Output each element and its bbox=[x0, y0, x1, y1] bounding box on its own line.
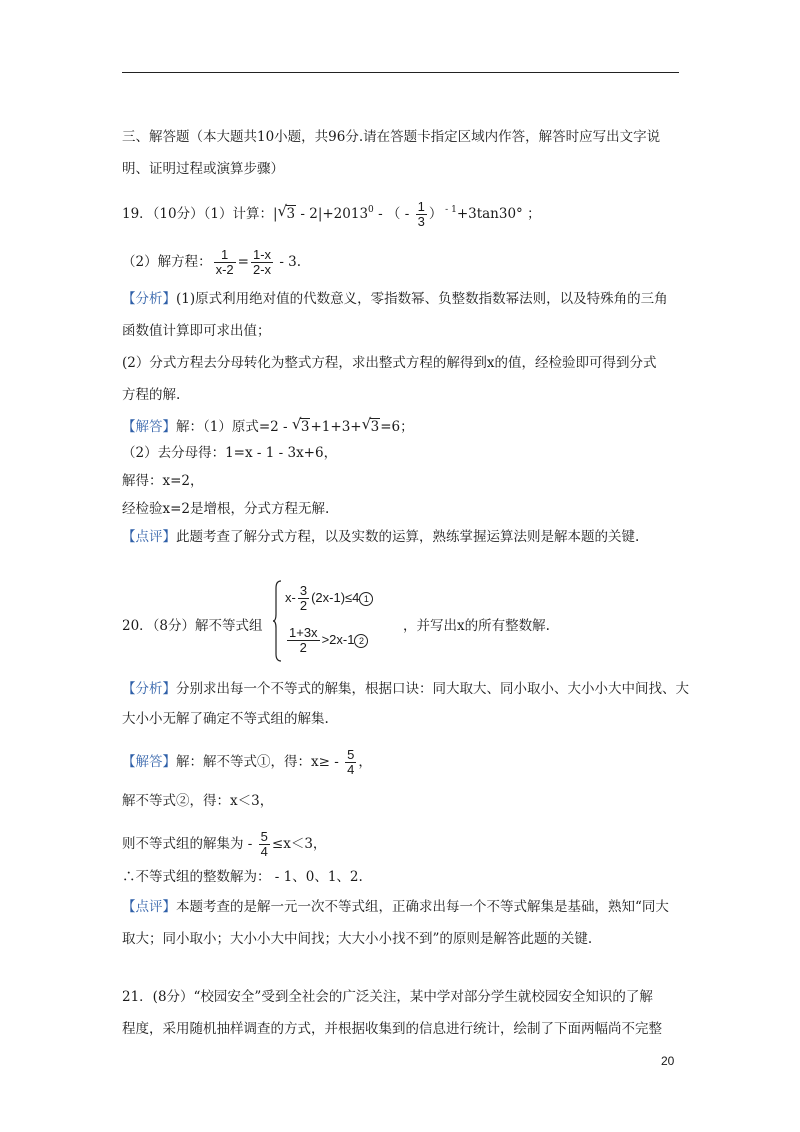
sqrt-3: √ 3 bbox=[291, 415, 310, 435]
q19-tail: +3tan30° ； bbox=[456, 206, 541, 222]
q21-line1: 21．(8分）“校园安全”受到全社会的广泛关注，某中学对部分学生就校园安全知识的了解 bbox=[122, 989, 653, 1005]
answer-text: +1+3+ bbox=[310, 419, 362, 435]
analysis-text: (1)原式利用绝对值的代数意义，零指数幂、负整数指数幂法则，以及特殊角的三角 bbox=[176, 291, 668, 307]
q19-answer-line2: （2）去分母得：1=x - 1 - 3x+6， bbox=[122, 445, 338, 461]
q19-part2-label: （2）解方程： bbox=[122, 254, 212, 270]
fraction-five-quarters: $\frac{5}{4}$ bbox=[347, 747, 355, 777]
circled-number-2: 2 bbox=[354, 634, 368, 648]
section-heading-line1: 三、解答题（本大题共10小题，共96分.请在答题卡指定区域内作答，解答时应写出文字说 bbox=[122, 129, 661, 145]
fraction-1-plus-3x-over-2: $\frac{1+3x}{2}$ bbox=[289, 625, 318, 655]
page-number: 20 bbox=[661, 1054, 675, 1068]
answer-tag: 【解答】 bbox=[122, 419, 176, 435]
q19-analysis-line2: 函数值计算即可求出值； bbox=[122, 323, 271, 339]
comment-text: 本题考查的是解一元一次不等式组，正确求出每一个不等式解集是基础，熟知“同大 bbox=[176, 899, 669, 915]
eq-fraction-2: $\frac{1-x}{2-x}$ bbox=[252, 247, 272, 277]
sqrt-3: √ 3 bbox=[277, 202, 296, 222]
q19-minus-open: - （ - bbox=[373, 206, 414, 222]
answer-text: 解：（1）原式=2 - bbox=[176, 419, 292, 435]
q19-analysis-line1 bbox=[122, 290, 668, 308]
q19-head: 19．（10分）（1）计算：| bbox=[122, 206, 278, 222]
inequality-row-2: $\frac{1+3x}{2}$ >2x-1 2 bbox=[285, 626, 368, 655]
q21-line2: 程度，采用随机抽样调查的方式，并根据收集到的信息进行统计，绘制了下面两幅尚不完整 bbox=[122, 1021, 662, 1037]
q20-answer-line1: 【解答】解：解不等式①，得：x≥ - $\frac{5}{4}$ ， bbox=[122, 747, 372, 777]
q20-answer-line4: ∴不等式组的整数解为： - 1、0、1、2. bbox=[122, 869, 363, 885]
answer-tag: 【解答】 bbox=[122, 754, 176, 770]
q19-analysis-line3: (2）分式方程去分母转化为整式方程，求出整式方程的解得到x的值，经检验即可得到分式 bbox=[122, 355, 657, 371]
q19-answer-line1 bbox=[122, 415, 414, 436]
fraction-five-quarters: $\frac{5}{4}$ bbox=[260, 829, 268, 859]
q20-comment-line1 bbox=[122, 898, 669, 916]
q20-head: 20．（8分）解不等式组 bbox=[122, 618, 263, 634]
comment-tag: 【点评】 bbox=[122, 529, 176, 545]
analysis-text: 分别求出每一个不等式的解集，根据口诀：同大取大、同小取小、大小小大中间找、大 bbox=[176, 681, 689, 697]
q20-analysis-line1 bbox=[122, 680, 689, 698]
inequality-row-1: x- $\frac{3}{2}$ (2x-1)≤4 1 bbox=[285, 584, 373, 613]
q20-tail: ，并写出x的所有整数解. bbox=[403, 618, 550, 634]
sqrt-arg: 3 bbox=[286, 206, 296, 222]
answer-text: 解：解不等式①，得：x≥ - bbox=[176, 754, 344, 770]
q19-answer-line4: 经检验x=2是增根，分式方程无解. bbox=[122, 501, 330, 517]
answer-text: =6； bbox=[380, 419, 414, 435]
left-brace-icon bbox=[273, 580, 282, 662]
q20-comment-line2: 取大；同小取小；大小小大中间找；大大小小找不到”的原则是解答此题的关键. bbox=[122, 931, 593, 947]
q19-close: ） bbox=[428, 206, 443, 222]
analysis-tag: 【分析】 bbox=[122, 291, 176, 307]
q19-statement bbox=[122, 200, 541, 229]
q20-answer-line3: 则不等式组的解集为 - $\frac{5}{4}$ ≤x＜3， bbox=[122, 829, 327, 859]
q20-analysis-line2: 大小小无解了确定不等式组的解集. bbox=[122, 711, 329, 727]
comment-text: 此题考查了解分式方程，以及实数的运算，熟练掌握运算法则是解本题的关键. bbox=[176, 529, 640, 545]
inequality-system bbox=[273, 580, 413, 662]
section-heading-line2: 明、证明过程或演算步骤） bbox=[122, 161, 284, 177]
power-zero: 0 bbox=[368, 205, 374, 215]
q19-after-abs: - 2|+2013 bbox=[296, 206, 369, 222]
q19-analysis-line4: 方程的解. bbox=[122, 387, 181, 403]
analysis-tag: 【分析】 bbox=[122, 681, 176, 697]
q19-part2 bbox=[122, 248, 301, 277]
eq-fraction-1: $\frac{1}{x-2}$ bbox=[215, 247, 234, 277]
circled-number-1: 1 bbox=[359, 592, 373, 606]
header-rule bbox=[122, 72, 679, 73]
eq-equals: = bbox=[237, 254, 249, 270]
q20-answer-line2: 解不等式②，得：x＜3， bbox=[122, 793, 274, 809]
power-neg-one: - 1 bbox=[442, 205, 457, 215]
comment-tag: 【点评】 bbox=[122, 899, 176, 915]
q19-comment bbox=[122, 528, 639, 546]
q19-answer-line3: 解得：x=2， bbox=[122, 473, 204, 489]
fraction-one-third: $\frac{1}{3}$ bbox=[417, 199, 425, 229]
eq-tail: - 3. bbox=[275, 254, 302, 270]
sqrt-3: √ 3 bbox=[361, 415, 380, 435]
fraction-three-halves: $\frac{3}{2}$ bbox=[299, 583, 308, 613]
